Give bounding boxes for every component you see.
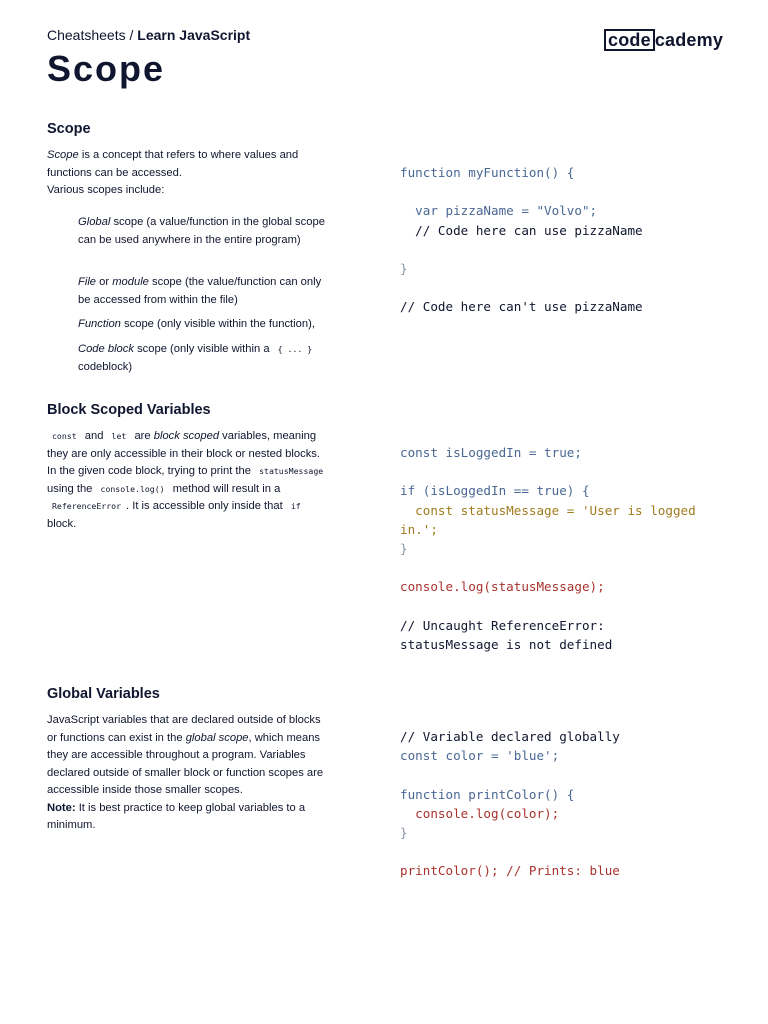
block-scoped-description: const and let are block scoped variables, meaning they are only accessible in their block or nested blocks. In the given code block, trying to print the statusMessage using the console.log() method will result in a ReferenceError . It is accessible only inside that if block. — [47, 430, 324, 530]
section-heading-block-scoped: Block Scoped Variables — [47, 402, 211, 418]
breadcrumb — [47, 27, 250, 43]
scope-description: Scope is a concept that refers to where values and functions can be accessed. Various scopes include: — [47, 149, 299, 196]
scope-item-global: Global scope (a value/function in the global scope can be used anywhere in the entire program) — [78, 216, 325, 246]
scope-item-code-block: Code block scope (only visible within a { ... } codeblock) — [78, 343, 313, 373]
breadcrumb-learn-javascript[interactable]: Learn JavaScript — [137, 27, 251, 43]
codecademy-logo[interactable]: code cademy — [604, 29, 723, 51]
scope-item-file-module: File or module scope (the value/function can only be accessed from within the file) — [78, 276, 322, 306]
section-heading-scope: Scope — [47, 121, 91, 137]
code-block-block-scoped: const isLoggedIn = true; if (isLoggedIn == true) { const statusMessage = 'User is logged in.'; } console.log(statusMessage); // Uncaught ReferenceError: statusMessage is not defined — [400, 445, 696, 653]
breadcrumb-cheatsheets[interactable]: Cheatsheets — [47, 27, 126, 43]
code-block-global-variables: // Variable declared globally const color = 'blue'; function printColor() { console.log(color); } printColor(); // Prints: blue — [400, 729, 620, 879]
scope-item-function: Function scope (only visible within the function), — [78, 318, 315, 330]
global-variables-description: JavaScript variables that are declared outside of blocks or functions can exist in the global scope, which means they are accessible throughout a program. Variables declared outside of smaller block or function scopes are accessible inside those smaller scopes. Note: It is best practice to keep global variables to a minimum. — [47, 714, 324, 831]
section-heading-global-variables: Global Variables — [47, 686, 160, 702]
breadcrumb-separator: / — [129, 27, 134, 43]
page-title: Scope — [47, 48, 166, 89]
code-block-scope: function myFunction() { var pizzaName = "Volvo"; // Code here can use pizzaName } // Code here can't use pizzaName — [400, 165, 643, 315]
